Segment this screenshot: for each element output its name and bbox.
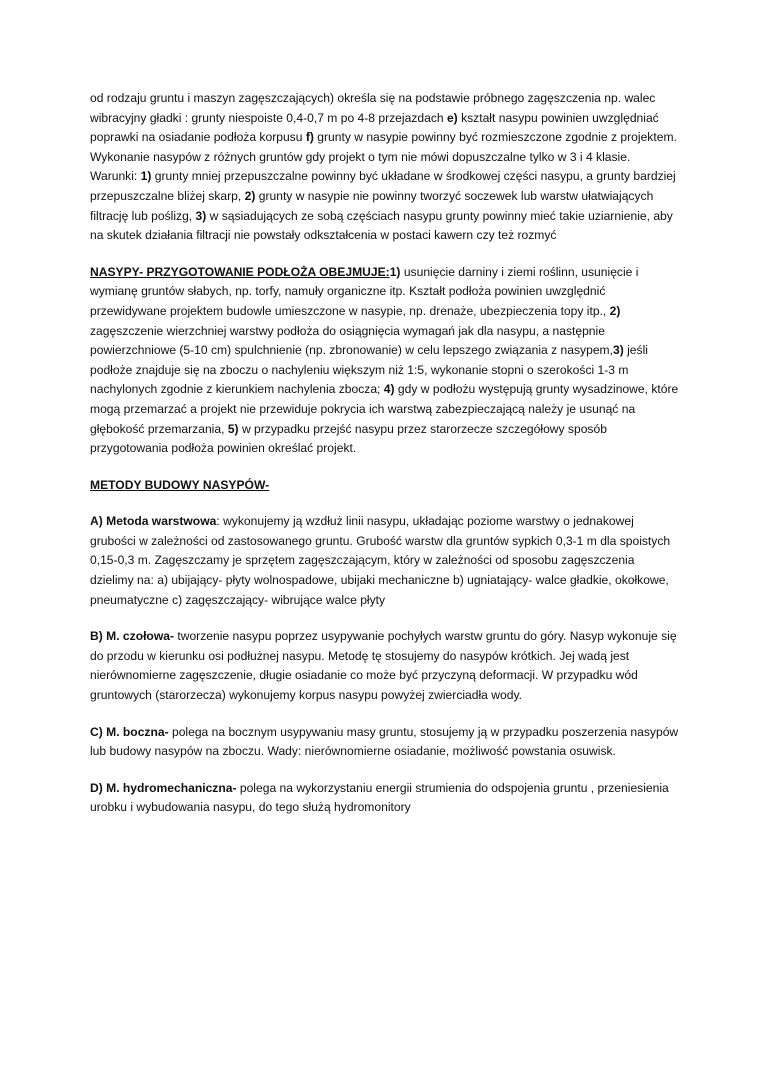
text-run: w przypadku przejść nasypu przez starorzecze szczegółowy sposób przygotowania podłoża powinien określać projekt. <box>90 421 607 456</box>
enumeration-marker: 2) <box>609 303 621 318</box>
paragraph-method-d <box>90 779 680 818</box>
enumeration-marker: 4) <box>383 382 395 397</box>
paragraph-method-a <box>90 512 680 610</box>
enumeration-marker: 3) <box>195 208 207 223</box>
text-run: w sąsiadujących ze sobą częściach nasypu grunty powinny mieć takie uziarnienie, aby na skutek działania filtracji nie powstały odkształcenia w postaci kawern czy też rozmyć <box>90 208 673 243</box>
method-lead: A) Metoda warstwowa <box>90 514 217 529</box>
paragraph-method-c <box>90 723 680 762</box>
enumeration-marker: 5) <box>227 421 239 436</box>
method-text: : wykonujemy ją wzdłuż linii nasypu, układając poziome warstwy o jednakowej grubości w zależności od zastosowanego gruntu. Grubość warstw dla gruntów sypkich 0,3-1 m dla spoistych 0,15-0,3 m. Zagęszczamy je sprzętem zagęszczającym, który w zależności od sposobu zagęszczenia dzielimy na: a) ubijający- płyty wolnospadowe, ubijaki mechaniczne b) ugniatający- walce gładkie, okołkowe, pneumatyczne c) zagęszczający- wibrujące walce płyty <box>90 514 671 607</box>
enumeration-marker: 2) <box>244 188 256 203</box>
text-run: grunty w nasypie nie powinny tworzyć soczewek lub warstw ułatwiających filtrację lub poślizg, <box>90 188 654 223</box>
enumeration-marker: f) <box>305 130 314 145</box>
method-text: polega na bocznym usypywaniu masy gruntu, stosujemy ją w przypadku poszerzenia nasypów lub budowy nasypów na zboczu. Wady: nierównomierne osiadanie, możliwość powstania osuwisk. <box>90 724 679 759</box>
section-lead-heading: NASYPY- PRZYGOTOWANIE PODŁOŻA OBEJMUJE: <box>90 264 390 279</box>
enumeration-marker: 1) <box>140 169 152 184</box>
method-lead: C) M. boczna- <box>90 724 169 739</box>
text-run: gdy w podłożu występują grunty wysadzinowe, które mogą przemarzać a projekt nie przewiduje pokrycia ich warstwą zabezpieczającą należy je usunąć na głębokość przemarzania, <box>90 382 679 436</box>
text-run: grunty mniej przepuszczalne powinny być układane w środkowej części nasypu, a grunty bardziej przepuszczalne bliżej skarp, <box>90 169 676 203</box>
paragraph-method-b <box>90 627 680 705</box>
text-run: jeśli podłoże znajduje się na zboczu o nachyleniu większym niż 1:5, wykonanie stopni o szerokości 1-3 m nachylonych zgodnie z kierunkiem nachylenia zbocza; <box>90 343 648 397</box>
paragraph-ground-preparation <box>90 263 680 459</box>
text-run: usunięcie darniny i ziemi roślinn, usunięcie i wymianę gruntów słabych, np. torfy, namuły organiczne itp. Kształt podłoża powinien uwzględnić przewidywane projektem budowle umieszczone w nasypie, np. drenaże, ubezpieczenia topy itp., <box>90 264 639 318</box>
text-run: od rodzaju gruntu i maszyn zagęszczających) określa się na podstawie próbnego zagęszczenia np. walec wibracyjny gładki : grunty niespoiste 0,4-0,7 m po 4-8 przejazdach <box>90 91 656 125</box>
method-text: polega na wykorzystaniu energii strumienia do odspojenia gruntu , przeniesienia urobku i wybudowania nasypu, do tego służą hydromonitory <box>90 780 669 815</box>
method-text: tworzenie nasypu poprzez usypywanie pochyłych warstw gruntu do góry. Nasyp wykonuje się do przodu w kierunku osi podłużnej nasypu. Metodę tę stosujemy do nasypów krótkich. Jej wadą jest nierównomierne zagęszczenie, długie osiadanie co może być przyczyną deformacji. W przypadku wód gruntowych (starorzecza) wykonujemy korpus nasypu powyżej zwierciadła wody. <box>90 629 677 703</box>
text-run: kształt nasypu powinien uwzględniać poprawki na osiadanie podłoża korpusu <box>90 110 659 145</box>
paragraph-embankment-conditions <box>90 89 680 246</box>
method-lead: D) M. hydromechaniczna- <box>90 780 237 795</box>
section-heading-methods: METODY BUDOWY NASYPÓW- <box>90 477 270 492</box>
enumeration-marker: e) <box>446 110 458 125</box>
method-lead: B) M. czołowa- <box>90 629 174 644</box>
enumeration-marker: 1) <box>389 264 401 279</box>
text-run: grunty w nasypie powinny być rozmieszczone zgodnie z projektem. Wykonanie nasypów z różnych gruntów gdy projekt o tym nie mówi dopuszczalne tylko w 3 i 4 klasie. Warunki: <box>90 130 677 184</box>
enumeration-marker: 3) <box>612 343 624 358</box>
text-run: zagęszczenie wierzchniej warstwy podłoża do osiągnięcia wymagań jak dla nasypu, a następnie powierzchniowe (5-10 cm) spulchnienie (np. zbronowanie) w celu lepszego związania z nasypem, <box>90 323 613 358</box>
document-page <box>90 89 680 835</box>
